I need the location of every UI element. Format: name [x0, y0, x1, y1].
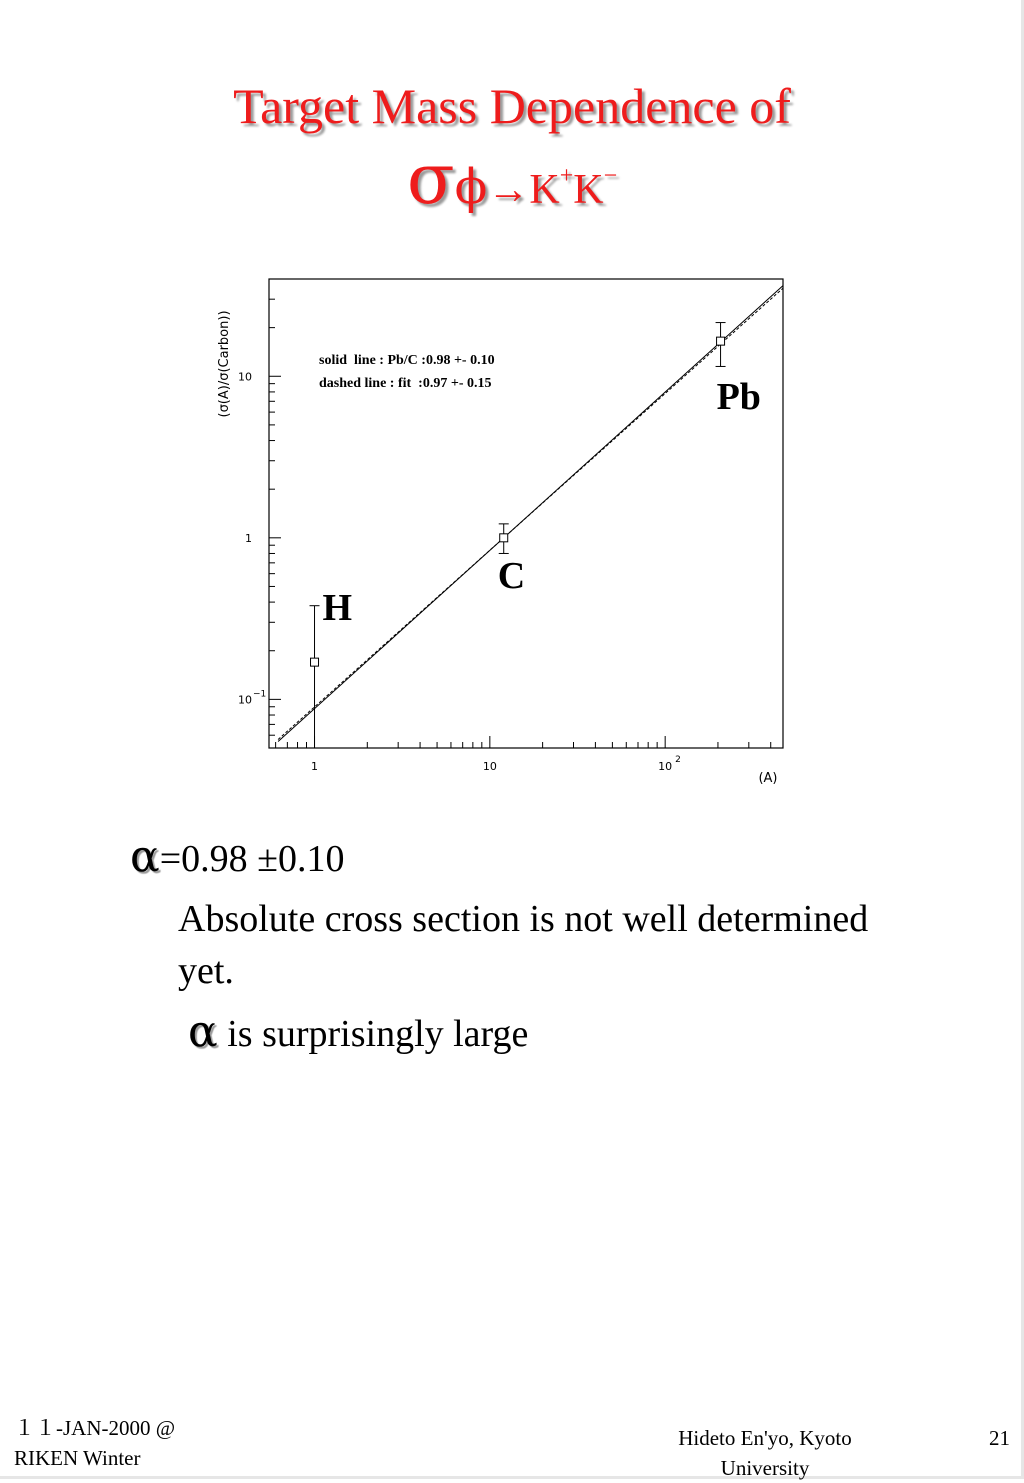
legend-dashed-line: dashed line : fit :0.97 +- 0.15 [319, 376, 492, 391]
data-point-marker [311, 658, 319, 666]
slide-title [0, 78, 1024, 134]
arrow-k: →K [487, 167, 560, 213]
plus-superscript: + [559, 163, 574, 189]
x-axis-label: (A) [758, 771, 778, 786]
y-tick-label: 1 [245, 531, 252, 545]
y-axis-label: (σ(A)/σ(Carbon)) [217, 310, 232, 418]
slide-title-text: Target Mass Dependence of [233, 78, 791, 134]
slide-title-formula [0, 138, 1024, 228]
sigma-symbol: σ [406, 138, 455, 220]
y-tick-label: 10 [238, 370, 252, 384]
x-tick-label: 10 [658, 760, 673, 773]
k-minus: K [573, 167, 604, 213]
data-point-label: H [322, 587, 353, 630]
alpha-value: =0.98 ±0.10 [159, 838, 345, 880]
footer-date-line1: １１-JAN-2000 @ [14, 1416, 176, 1440]
note-absolute-cross-section: Absolute cross section is not well determined yet. [178, 898, 869, 992]
x-tick-label-exponent: 2 [675, 755, 681, 765]
mass-dependence-chart [190, 265, 800, 795]
tick-labels [238, 370, 681, 773]
footer-author-line1: Hideto En'yo, Kyoto [678, 1426, 852, 1450]
note-alpha-large [188, 1006, 528, 1060]
note-alpha-text: is surprisingly large [217, 1013, 529, 1055]
footer-author [640, 1423, 890, 1483]
page-number: 21 [989, 1426, 1010, 1450]
alpha-result [130, 832, 345, 884]
data-point-label: Pb [716, 376, 761, 419]
legend-solid-line: solid line : Pb/C :0.98 +- 0.10 [319, 353, 495, 368]
axis-ticks [269, 279, 771, 748]
x-tick-label: 1 [311, 760, 319, 773]
y-tick-label: 10 [238, 693, 252, 707]
x-tick-label: 10 [482, 760, 497, 773]
y-tick-label-exponent: −1 [253, 689, 267, 700]
data-point-marker [500, 534, 508, 542]
footer-date-line2: RIKEN Winter [14, 1446, 141, 1470]
alpha-symbol: α [130, 831, 160, 882]
footer-date [14, 1413, 234, 1473]
data-point-marker [717, 337, 725, 345]
data-point-label: C [497, 554, 526, 597]
plot-frame [269, 279, 783, 748]
alpha-symbol-2: α [188, 1006, 218, 1057]
minus-superscript: − [603, 163, 618, 189]
footer-author-line2: University [720, 1456, 810, 1480]
phi-symbol: ϕ [454, 159, 488, 215]
